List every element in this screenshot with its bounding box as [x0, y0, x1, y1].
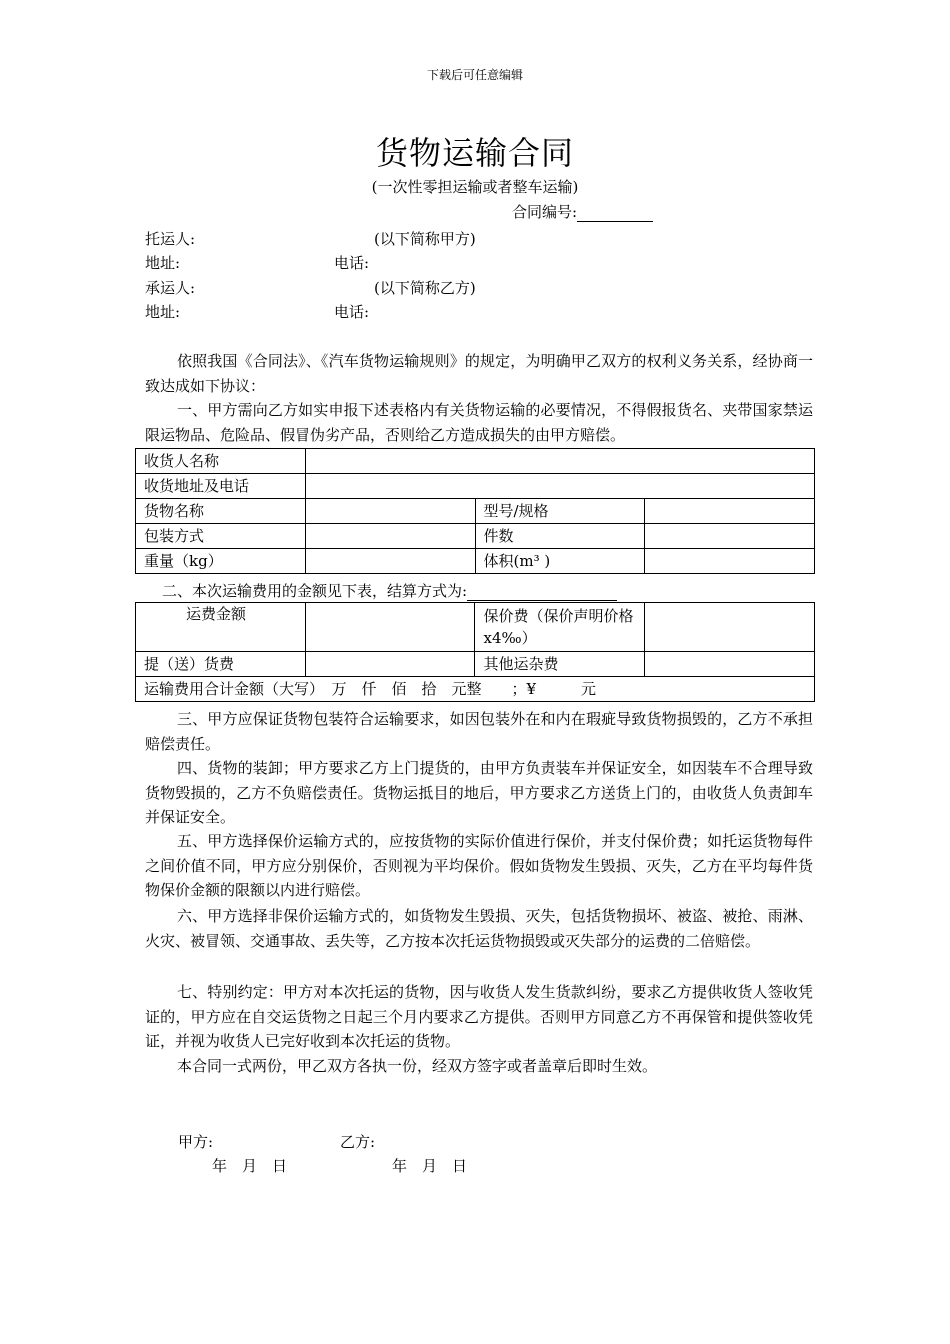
intro-paragraph: 依照我国《合同法》、《汽车货物运输规则》的规定，为明确甲乙双方的权利义务关系，经协商一致达成如下协议：	[145, 352, 813, 395]
weight-value[interactable]	[305, 549, 475, 574]
table-row	[136, 652, 815, 677]
table-row	[136, 499, 815, 524]
settlement-blank	[467, 586, 617, 601]
table-row	[136, 524, 815, 549]
party-b-date: 年 月 日	[392, 1157, 468, 1175]
pieces-label: 件数	[475, 524, 645, 549]
shipper-note: (以下简称甲方)	[374, 230, 476, 248]
clause-7: 七、特别约定：甲方对本次托运的货物，因与收货人发生货款纠纷，要求乙方提供收货人签收凭证的，甲方应在自交运货物之日起三个月内要求乙方提供。否则甲方同意乙方不再保管和提供签收凭证，并视为收货人已完好收到本次托运的货物。	[145, 983, 813, 1050]
volume-label: 体积(m³ )	[475, 549, 645, 574]
contract-number-label: 合同编号:	[512, 203, 578, 221]
clause-6: 六、甲方选择非保价运输方式的，如货物发生毁损、灭失，包括货物损坏、被盗、被抢、雨淋、火灾、被冒领、交通事故、丢失等，乙方按本次托运货物损毁或灭失部分的运费的二倍赔偿。	[145, 907, 813, 950]
model-value[interactable]	[645, 499, 815, 524]
other-fee-value[interactable]	[645, 652, 815, 677]
freight-label: 运费金额	[136, 603, 306, 652]
pickup-label: 提（送）货费	[136, 652, 306, 677]
consignee-address-label: 收货地址及电话	[136, 474, 306, 499]
page-title: 货物运输合同	[375, 134, 574, 172]
shipper-label: 托运人:	[145, 230, 196, 248]
subtitle: (一次性零担运输或者整车运输)	[371, 178, 579, 196]
table-row	[136, 677, 815, 702]
party-a-signature-label: 甲方:	[178, 1133, 214, 1151]
clause-3: 三、甲方应保证货物包装符合运输要求，如因包装外在和内在瑕疵导致货物损毁的，乙方不承担赔偿责任。	[145, 710, 813, 753]
insurance-value[interactable]	[645, 603, 815, 652]
goods-name-value[interactable]	[305, 499, 475, 524]
freight-value[interactable]	[305, 603, 475, 652]
carrier-label: 承运人:	[145, 279, 196, 297]
volume-value[interactable]	[645, 549, 815, 574]
table-row	[136, 474, 815, 499]
clause-5: 五、甲方选择保价运输方式的，应按货物的实际价值进行保价，并支付保价费；如托运货物每件之间价值不同，甲方应分别保价，否则视为平均保价。假如货物发生毁损、灭失，乙方在平均每件货物保价金额的限额以内进行赔偿。	[145, 832, 813, 899]
party-a-date: 年 月 日	[212, 1157, 288, 1175]
goods-name-label: 货物名称	[136, 499, 306, 524]
contract-number-blank	[577, 206, 653, 222]
model-label: 型号/规格	[475, 499, 645, 524]
table-row	[136, 549, 815, 574]
consignee-name-label: 收货人名称	[136, 449, 306, 474]
clause-2	[162, 580, 617, 601]
table-row	[136, 603, 815, 652]
clause-2-text: 二、本次运输费用的金额见下表，结算方式为:	[162, 582, 468, 600]
packing-label: 包装方式	[136, 524, 306, 549]
consignee-address-value[interactable]	[305, 474, 814, 499]
pieces-value[interactable]	[645, 524, 815, 549]
contract-number	[512, 201, 653, 222]
clause-1: 一、甲方需向乙方如实申报下述表格内有关货物运输的必要情况，不得假报货名、夹带国家禁运限运物品、危险品、假冒伪劣产品，否则给乙方造成损失的由甲方赔偿。	[145, 401, 813, 444]
insurance-label: 保价费（保价声明价格 x4‰）	[475, 603, 645, 652]
shipper-address-label: 地址:	[145, 254, 181, 272]
fee-table	[135, 602, 815, 702]
total-amount: 运输费用合计金额（大写） 万 仟 佰 拾 元整 ；¥ 元	[136, 677, 815, 702]
shipper-phone-label: 电话:	[334, 254, 370, 272]
packing-value[interactable]	[305, 524, 475, 549]
closing-paragraph: 本合同一式两份，甲乙双方各执一份，经双方签字或者盖章后即时生效。	[177, 1057, 658, 1075]
weight-label: 重量（kg）	[136, 549, 306, 574]
goods-table	[135, 448, 815, 574]
table-row	[136, 449, 815, 474]
clause-4: 四、货物的装卸；甲方要求乙方上门提货的，由甲方负责装车并保证安全，如因装车不合理导致货物毁损的，乙方不负赔偿责任。货物运抵目的地后，甲方要求乙方送货上门的，由收货人负责卸车并保证安全。	[145, 759, 813, 826]
carrier-address-label: 地址:	[145, 303, 181, 321]
carrier-note: (以下简称乙方)	[374, 279, 476, 297]
carrier-phone-label: 电话:	[334, 303, 370, 321]
party-b-signature-label: 乙方:	[340, 1133, 376, 1151]
consignee-name-value[interactable]	[305, 449, 814, 474]
header-note: 下载后可任意编辑	[426, 68, 523, 82]
pickup-value[interactable]	[305, 652, 475, 677]
other-fee-label: 其他运杂费	[475, 652, 645, 677]
